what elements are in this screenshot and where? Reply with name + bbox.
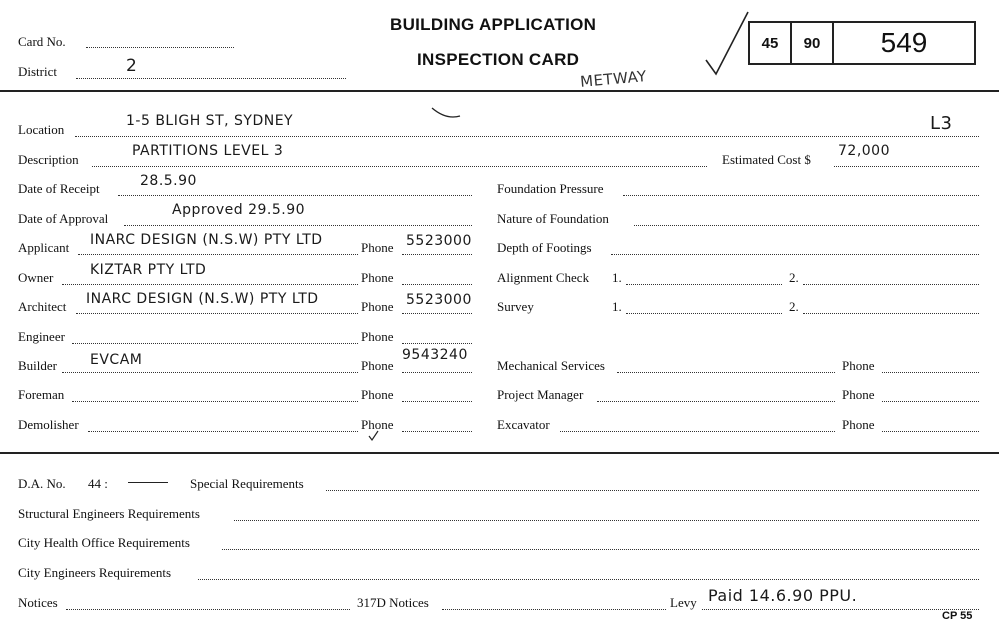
survey-2-field[interactable] [803, 313, 979, 314]
excavator-field[interactable] [560, 431, 835, 432]
builder-phone-value: 9543240 [402, 347, 468, 363]
location-margin-note: L3 [930, 113, 953, 134]
form-code: CP 55 [942, 610, 973, 622]
date-of-receipt-value: 28.5.90 [140, 173, 197, 189]
number-cell-2: 90 [792, 23, 834, 63]
builder-value: EVCAM [90, 352, 143, 368]
estimated-cost-value: 72,000 [838, 143, 890, 159]
applicant-value: INARC DESIGN (N.S.W) PTY LTD [90, 232, 323, 248]
alignment-check-1-field[interactable] [626, 284, 782, 285]
notices-317d-field[interactable] [442, 609, 666, 610]
date-of-approval-value: Approved 29.5.90 [172, 202, 306, 218]
project-manager-field[interactable] [597, 401, 835, 402]
application-number-box [748, 21, 976, 65]
levy-value: Paid 14.6.90 PPU. [708, 586, 858, 605]
builder-label: Builder [18, 358, 57, 373]
card-no-label: Card No. [18, 34, 66, 49]
special-requirements-field[interactable] [326, 490, 979, 491]
district-value: 2 [126, 56, 138, 76]
applicant-field[interactable] [78, 254, 358, 255]
depth-of-footings-field[interactable] [611, 254, 979, 255]
builder-phone-label: Phone [361, 358, 394, 373]
excavator-phone-field[interactable] [882, 431, 979, 432]
demolisher-label: Demolisher [18, 417, 79, 432]
excavator-label: Excavator [497, 417, 550, 432]
date-of-receipt-field[interactable] [118, 195, 472, 196]
applicant-phone-value: 5523000 [406, 233, 472, 249]
estimated-cost-field[interactable] [834, 166, 979, 167]
demolisher-field[interactable] [88, 431, 358, 432]
owner-phone-field[interactable] [402, 284, 472, 285]
foreman-label: Foreman [18, 387, 65, 402]
builder-field[interactable] [62, 372, 358, 373]
project-manager-phone-label: Phone [842, 387, 875, 402]
foundation-pressure-label: Foundation Pressure [497, 181, 604, 196]
survey-1-label: 1. [612, 299, 622, 314]
nature-of-foundation-field[interactable] [634, 225, 979, 226]
alignment-check-label: Alignment Check [497, 270, 590, 285]
mechanical-services-field[interactable] [617, 372, 835, 373]
owner-label: Owner [18, 270, 54, 285]
survey-1-field[interactable] [626, 313, 782, 314]
depth-of-footings-label: Depth of Footings [497, 240, 592, 255]
applicant-phone-field[interactable] [402, 254, 472, 255]
scrawl-note: METWAY [579, 67, 648, 91]
levy-field[interactable] [702, 609, 979, 610]
pen-stroke [430, 104, 462, 120]
architect-field[interactable] [76, 313, 358, 314]
number-cell-main: 549 [880, 27, 928, 58]
demolisher-phone-field[interactable] [402, 431, 472, 432]
applicant-label: Applicant [18, 240, 70, 255]
engineer-field[interactable] [72, 343, 358, 344]
notices-317d-label: 317D Notices [357, 595, 429, 610]
city-health-field[interactable] [222, 549, 979, 550]
architect-phone-field[interactable] [402, 313, 472, 314]
date-of-approval-label: Date of Approval [18, 211, 109, 226]
levy-label: Levy [670, 595, 697, 610]
da-no-value: 44 : [88, 476, 108, 491]
project-manager-phone-field[interactable] [882, 401, 979, 402]
location-value: 1-5 BLIGH ST, SYDNEY [126, 113, 294, 129]
city-engineers-label: City Engineers Requirements [18, 565, 172, 580]
estimated-cost-label: Estimated Cost $ [722, 152, 811, 167]
foreman-phone-field[interactable] [402, 401, 472, 402]
notices-label: Notices [18, 595, 58, 610]
engineer-label: Engineer [18, 329, 65, 344]
title-line-1: BUILDING APPLICATION [390, 15, 597, 34]
notices-field[interactable] [66, 609, 350, 610]
da-no-dash [128, 482, 168, 483]
structural-engineers-label: Structural Engineers Requirements [18, 506, 200, 521]
project-manager-label: Project Manager [497, 387, 584, 402]
location-label: Location [18, 122, 65, 137]
small-tick-mark [368, 430, 380, 442]
number-cell-1: 45 [750, 23, 792, 63]
date-of-receipt-label: Date of Receipt [18, 181, 100, 196]
description-value: PARTITIONS LEVEL 3 [132, 143, 284, 159]
alignment-check-2-field[interactable] [803, 284, 979, 285]
district-label: District [18, 64, 57, 79]
foreman-phone-label: Phone [361, 387, 394, 402]
alignment-check-1-label: 1. [612, 270, 622, 285]
card-no-field[interactable] [86, 47, 234, 48]
owner-field[interactable] [62, 284, 358, 285]
structural-engineers-field[interactable] [234, 520, 979, 521]
alignment-check-2-label: 2. [789, 270, 799, 285]
applicant-phone-label: Phone [361, 240, 394, 255]
da-no-label: D.A. No. [18, 476, 66, 491]
description-label: Description [18, 152, 79, 167]
description-field[interactable] [92, 166, 707, 167]
demolisher-phone-label: Phone [361, 417, 394, 432]
nature-of-foundation-label: Nature of Foundation [497, 211, 609, 226]
excavator-phone-label: Phone [842, 417, 875, 432]
architect-label: Architect [18, 299, 67, 314]
city-engineers-field[interactable] [198, 579, 979, 580]
mechanical-phone-field[interactable] [882, 372, 979, 373]
owner-value: KIZTAR PTY LTD [90, 262, 207, 278]
location-field[interactable] [75, 136, 979, 137]
city-health-label: City Health Office Requirements [18, 535, 190, 550]
engineer-phone-label: Phone [361, 329, 394, 344]
builder-phone-field[interactable] [402, 372, 472, 373]
foundation-pressure-field[interactable] [623, 195, 979, 196]
special-requirements-label: Special Requirements [190, 476, 304, 491]
survey-label: Survey [497, 299, 534, 314]
date-of-approval-field[interactable] [124, 225, 472, 226]
owner-phone-label: Phone [361, 270, 394, 285]
architect-phone-value: 5523000 [406, 292, 472, 308]
district-field[interactable] [76, 78, 346, 79]
header-divider [0, 90, 999, 92]
title-line-2: INSPECTION CARD [417, 50, 580, 69]
mechanical-services-label: Mechanical Services [497, 358, 605, 373]
architect-phone-label: Phone [361, 299, 394, 314]
engineer-phone-field[interactable] [402, 343, 472, 344]
architect-value: INARC DESIGN (N.S.W) PTY LTD [86, 291, 319, 307]
footer-divider [0, 452, 999, 454]
survey-2-label: 2. [789, 299, 799, 314]
foreman-field[interactable] [72, 401, 358, 402]
mechanical-phone-label: Phone [842, 358, 875, 373]
